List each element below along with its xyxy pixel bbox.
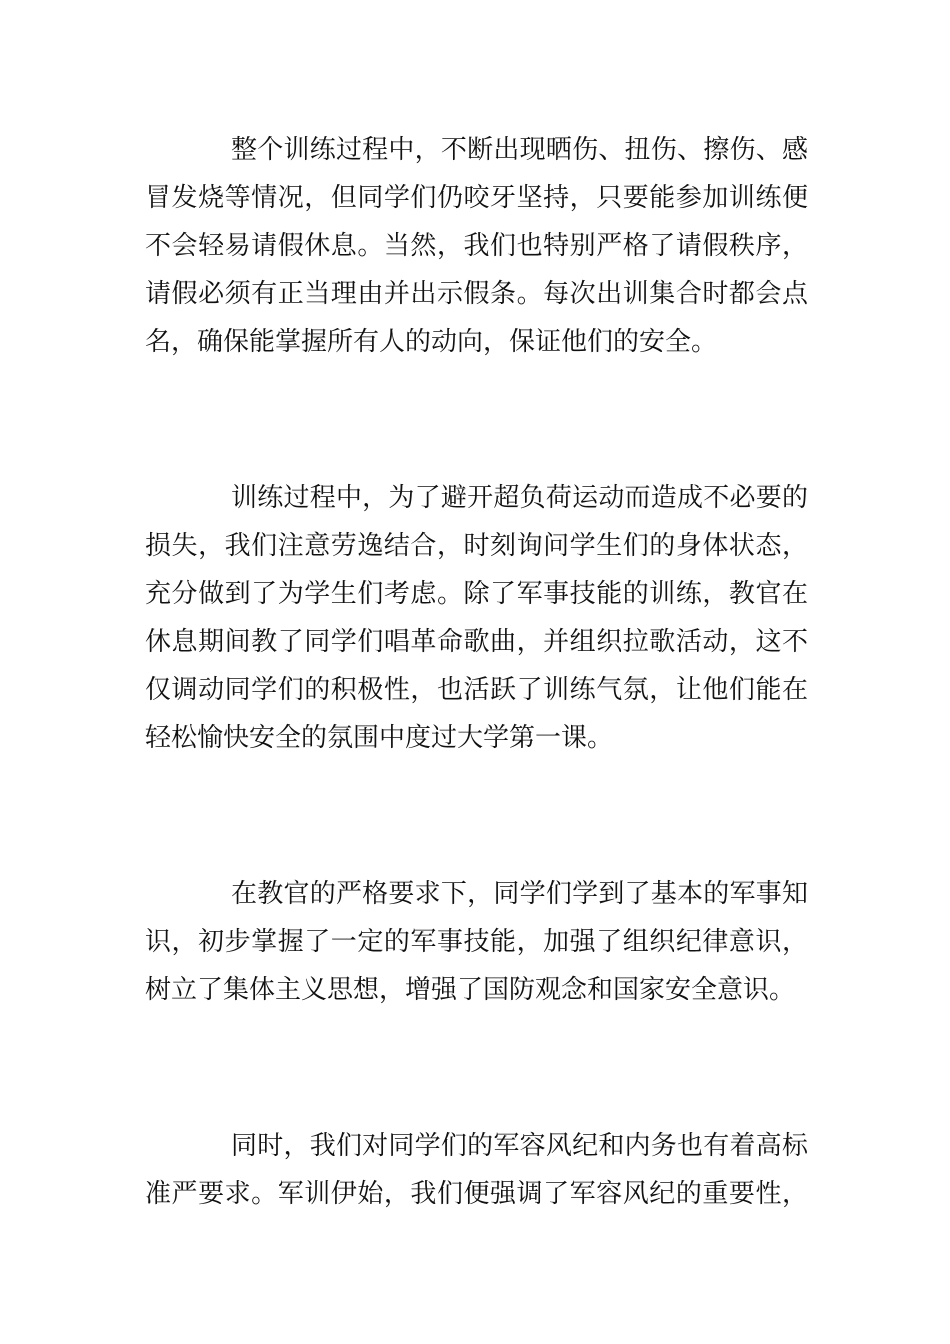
paragraph-line: 准严要求。军训伊始，我们便强调了军容风纪的重要性， [145, 1179, 808, 1209]
paragraph-line: 冒发烧等情况，但同学们仍咬牙坚持，只要能参加训练便 [145, 183, 808, 213]
paragraph-line: 损失，我们注意劳逸结合，时刻询问学生们的身体状态， [145, 531, 808, 561]
paragraph-line: 轻松愉快安全的氛围中度过大学第一课。 [145, 723, 614, 753]
paragraph-line: 识，初步掌握了一定的军事技能，加强了组织纪律意识， [145, 927, 808, 957]
paragraph-line: 不会轻易请假休息。当然，我们也特别严格了请假秩序， [145, 231, 808, 261]
paragraph-line: 训练过程中，为了避开超负荷运动而造成不必要的 [231, 483, 808, 513]
paragraph-line: 在教官的严格要求下，同学们学到了基本的军事知 [231, 879, 808, 909]
paragraph-line: 休息期间教了同学们唱革命歌曲，并组织拉歌活动，这不 [145, 627, 808, 657]
paragraph-line: 名，确保能掌握所有人的动向，保证他们的安全。 [145, 327, 718, 357]
paragraph-line: 整个训练过程中，不断出现晒伤、扭伤、擦伤、感 [231, 135, 808, 165]
paragraph-line: 充分做到了为学生们考虑。除了军事技能的训练，教官在 [145, 579, 808, 609]
paragraph-line: 树立了集体主义思想，增强了国防观念和国家安全意识。 [145, 975, 796, 1005]
paragraph-line: 同时，我们对同学们的军容风纪和内务也有着高标 [231, 1131, 808, 1161]
paragraph-line: 请假必须有正当理由并出示假条。每次出训集合时都会点 [145, 279, 808, 309]
paragraph-line: 仅调动同学们的积极性，也活跃了训练气氛，让他们能在 [145, 675, 808, 705]
